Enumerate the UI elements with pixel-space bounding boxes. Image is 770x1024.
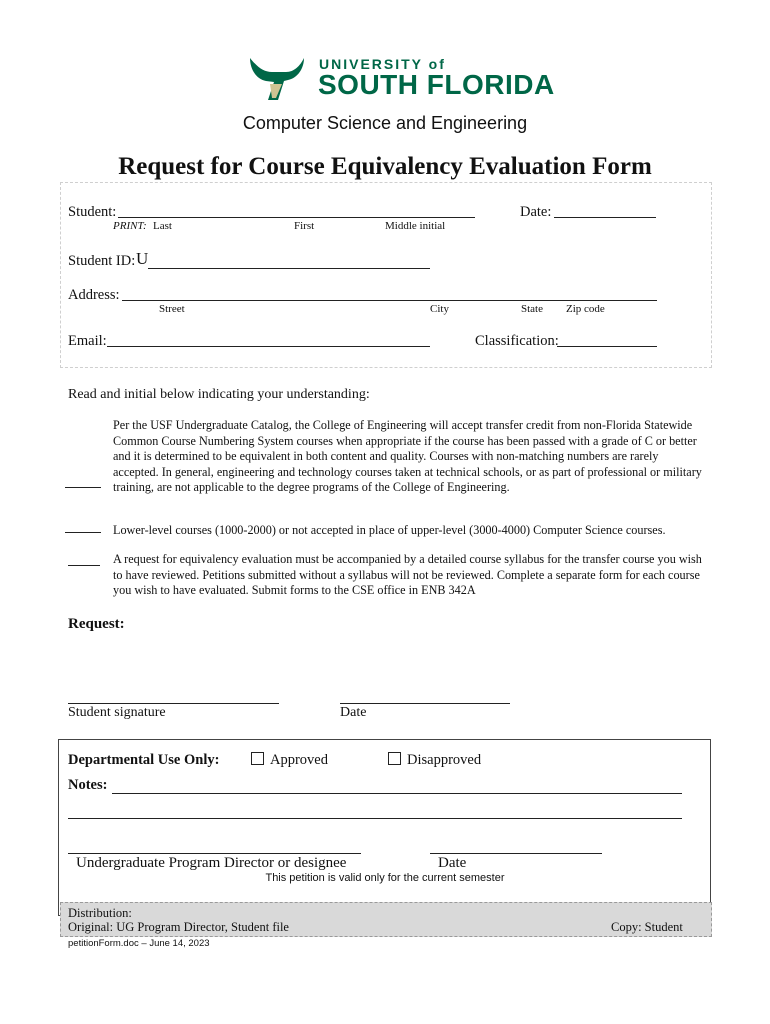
initial-line-2[interactable] [65,532,101,533]
initial-line-3[interactable] [68,565,100,566]
notes-field-line-2[interactable] [68,818,682,819]
initial-line-1[interactable] [65,487,101,488]
acknowledgement-item-1: Per the USF Undergraduate Catalog, the College of Engineering will accept transfer credit from non-Florida Statewide Common Course Numbering System courses when appropriate if the course has been passed with a grade of C or better and it is determined to be equivalent in both content and quality. Courses with non-matching numbers are rarely accepted. In general, engineering and technology courses taken at technical schools, or as part of professional or military training, are not applicable to the degree programs of the College of Engineering. [113,418,702,494]
approved-label: Approved [270,752,328,768]
zip-code-label: Zip code [566,303,605,315]
disapproved-label: Disapproved [407,752,482,768]
student-signature-label: Student signature [68,705,166,720]
validity-note: This petition is valid only for the current semester [265,872,505,884]
distribution-original: Original: UG Program Director, Student file [68,920,289,934]
acknowledgement-intro: Read and initial below indicating your understanding: [68,387,370,402]
acknowledgement-item-3: A request for equivalency evaluation must be accompanied by a detailed course syllabus for the transfer course you wish to have reviewed. Petitions submitted without a syllabus will not be reviewed. Complete a separate form for each course you wish to have evaluated. Submit forms to the CSE office in ENB 342A [113,552,702,597]
state-label: State [521,303,543,315]
email-label: Email: [68,333,107,349]
first-name-label: First [294,220,315,232]
date-field[interactable] [554,217,656,218]
email-field[interactable] [107,346,430,347]
logo-university-text: UNIVERSITY of [319,56,446,72]
director-signature-label: Undergraduate Program Director or designee [76,855,347,871]
departmental-use-label: Departmental Use Only: [68,752,220,768]
director-signature-field[interactable] [68,853,361,854]
classification-field[interactable] [557,346,657,347]
request-label: Request: [68,616,125,632]
document-info: petitionForm.doc – June 14, 2023 [68,938,210,949]
usf-logo [246,54,555,106]
student-info-section [60,182,712,368]
approved-checkbox[interactable] [251,752,264,765]
city-label: City [430,303,449,315]
student-id-label: Student ID: [68,253,136,269]
address-label: Address: [68,287,120,303]
middle-initial-label: Middle initial [385,220,446,232]
notes-field-line-1[interactable] [112,793,682,794]
department-name: Computer Science and Engineering [242,113,528,133]
student-id-field[interactable] [148,268,430,269]
signature-date-field[interactable] [340,703,510,704]
last-name-label: Last [153,220,172,232]
director-date-field[interactable] [430,853,602,854]
disapproved-checkbox[interactable] [388,752,401,765]
student-signature-field[interactable] [68,703,279,704]
print-label: PRINT: [113,220,147,232]
date-label: Date: [520,204,552,220]
street-label: Street [159,303,185,315]
disapproved-option[interactable] [388,752,481,769]
director-date-label: Date [438,855,467,871]
student-label: Student: [68,204,117,220]
distribution-copy: Copy: Student [611,920,683,934]
form-title: Request for Course Equivalency Evaluation Form [118,153,652,180]
address-field[interactable] [122,300,657,301]
student-id-prefix: U [136,249,149,268]
bull-horns-icon [246,54,308,104]
acknowledgement-item-2: Lower-level courses (1000-2000) or not accepted in place of upper-level (3000-4000) Computer Science courses. [113,523,666,537]
signature-date-label: Date [340,705,367,720]
approved-option[interactable] [251,752,328,769]
notes-label: Notes: [68,777,108,793]
classification-label: Classification: [475,333,559,349]
student-name-field[interactable] [118,217,475,218]
logo-south-florida-text: SOUTH FLORIDA [318,69,555,100]
distribution-label: Distribution: [68,906,132,920]
